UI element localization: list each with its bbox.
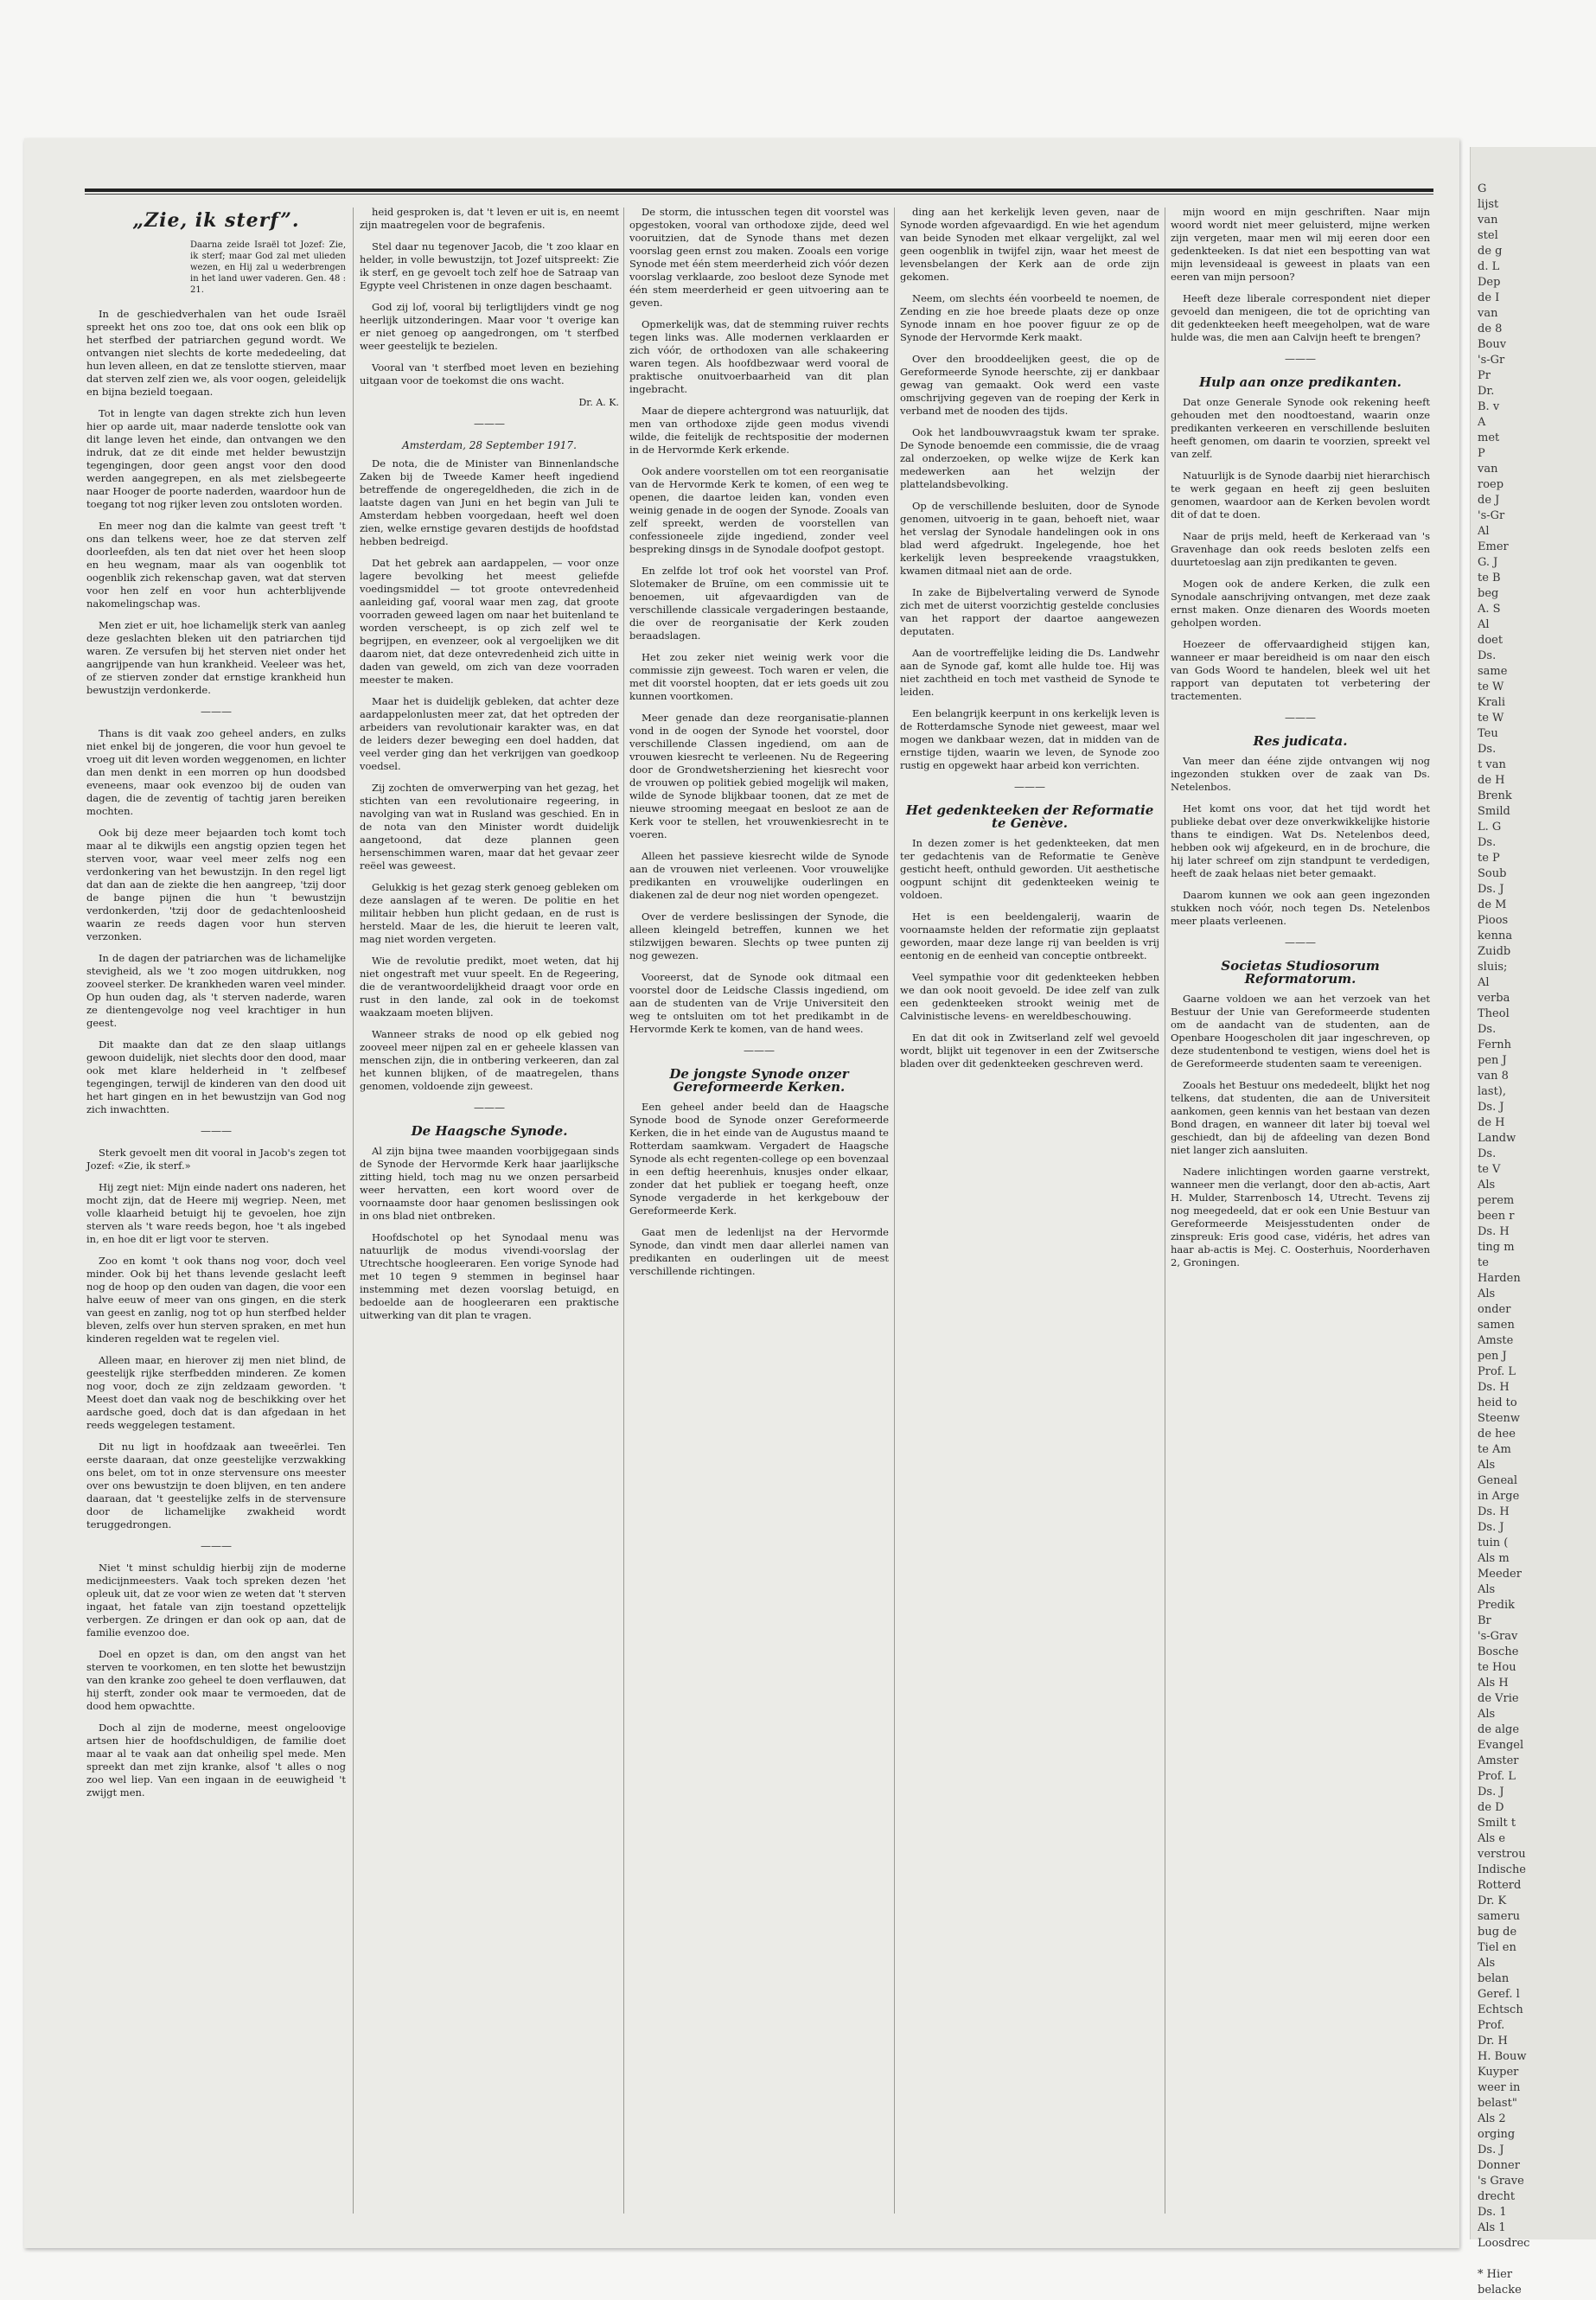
paragraph: In de dagen der patriarchen was de lichamelijke stevigheid, als we 't zoo mogen uitdrukken, nog zooveel sterker. De krankheden waren veel minder. Op hun ouden dag, als 't sterven naderde, waren ze dientengevolge nog veel krachtiger in hun geest. (86, 952, 346, 1029)
paragraph: Niet 't minst schuldig hierbij zijn de moderne medicijnmeesters. Vaak toch spreken dezen 'het opleuk uit, dat ze voor wien ze weten dat 't sterven ingaat, het fatale van zijn toestand opzettelijk verbergen. Ze dringen er dan ook op aan, dat de familie evenzoo doe. (86, 1562, 346, 1639)
column-1 (86, 206, 346, 2220)
paragraph: Naar de prijs meld, heeft de Kerkeraad van 's Gravenhage dan ook reeds besloten zelfs een duurtetoeslag aan zijn predikanten te geven. (1171, 530, 1430, 568)
paragraph: In de geschiedverhalen van het oude Israël spreekt het ons zoo toe, dat ons ook een blik op het sterfbed der patriarchen gegund wordt. We ontvangen niet slechts de korte mededeeling, dat hun leven alleen, en dat ze tenslotte stierven, maar dat sterven zelf zien we, als voor oogen, geleidelijk en bijna bezield toegaan. (86, 308, 346, 398)
section-heading: De Haagsche Synode. (411, 1123, 568, 1139)
paragraph: Wanneer straks de nood op elk gebied nog zooveel meer nijpen zal en er geheele klassen van menschen zijn, die in ontbering verkeeren, dan zal het kunnen blijken, of de maatregelen, thans genomen, voldoende zijn geweest. (360, 1028, 619, 1092)
paragraph: God zij lof, vooral bij terligtlijders vindt ge nog heerlijk uitzonderingen. Maar voor 't overige kan er niet genoeg op aangedrongen, om 't sterfbed weer geestelijk te bezielen. (360, 301, 619, 352)
paragraph: Dit maakte dan dat ze den slaap uitlangs gewoon duidelijk, niet slechts door den dood, maar ook met klare helderheid in 't zelfbesef tegengingen, terwijl de kinderen van den dood uit het hart gingen en in het bewustzijn van God nog zich inwachtten. (86, 1038, 346, 1115)
paragraph: Over den brooddeelijken geest, die op de Gereformeerde Synode heerschte, zij er dankbaar gewag van gemaakt. Ook werd een vaste omschrijving gegeven van de roeping der Kerk in verband met de nooden des tijds. (900, 353, 1159, 417)
divider-ornament: ——— (1285, 353, 1316, 365)
section-heading: De jongste Synode onzer Gereformeerde Kerken. (669, 1066, 849, 1095)
divider-ornament: ——— (201, 706, 232, 718)
paragraph: Het zou zeker niet weinig werk voor die commissie zijn geweest. Toch waren er velen, die met dit voorstel hoopten, dat er iets goeds uit zou kunnen voortkomen. (629, 651, 889, 702)
paragraph: Thans is dit vaak zoo geheel anders, en zulks niet enkel bij de jongeren, die voor hun gevoel te vroeg uit dit leven worden weggenomen, en lichter dan men denkt in een morren op hun doodsbed eveneens, maar ook evenzoo bij de ouden van dagen, die de zeventig of tachtig jaren bereiken mochten. (86, 727, 346, 817)
paragraph: Maar de diepere achtergrond was natuurlijk, dat men van orthodoxe zijde geen modus vivendi wilde, die feitelijk de rechtspositie der modernen in de Hervormde Kerk erkende. (629, 405, 889, 456)
paragraph: heid gesproken is, dat 't leven er uit is, en neemt zijn maatregelen voor de begrafenis. (360, 206, 619, 231)
paragraph: Neem, om slechts één voorbeeld te noemen, de Zending en zie hoe breede plaats deze op onze Synode innam en hoe poover figuur ze op de Synode der Hervormde Kerk maakt. (900, 292, 1159, 343)
paragraph: Hij zegt niet: Mijn einde nadert ons naderen, het mocht zijn, dat de Heere mij wegriep. Neen, met volle klaarheid betuigt hij te gevoelen, hoe zijn sterven als 't ware reeds begon, hoe 't als ingebed in, en hoe dit er ligt voor te sterven. (86, 1181, 346, 1245)
paragraph: Op de verschillende besluiten, door de Synode genomen, uitvoerig in te gaan, behoeft niet, waar het verslag der Synodale handelingen ook in ons blad werd afgedrukt. Ingelegende, hoe het kerkelijk leven bespreekende vraagstukken, kwamen ditmaal niet aan de orde. (900, 500, 1159, 577)
divider-ornament: ——— (744, 1045, 775, 1057)
paragraph: Aan de voortreffelijke leiding die Ds. Landwehr aan de Synode gaf, komt alle hulde toe. Hij was niet zachtheid en toch met vastheid de Synode te leiden. (900, 647, 1159, 698)
paragraph: Gaarne voldoen we aan het verzoek van het Bestuur der Unie van Gereformeerde studenten om de aandacht van de studenten, aan de Openbare Hoogescholen dit jaar ingeschreven, op deze studentenbond te vestigen, wiens doel het is de Gereformeerde studenten saam te vereenigen. (1171, 993, 1430, 1070)
paragraph: Het komt ons voor, dat het tijd wordt het publieke debat over deze onverkwikkelijke historie thans te eindigen. Wat Ds. Netelenbos deed, hebben ook wij afgekeurd, en in de brochure, die hij later schreef om zijn standpunt te verdedigen, heeft de zaak helaas niet beter gemaakt. (1171, 802, 1430, 879)
column-rule (353, 208, 354, 2214)
column-rule (894, 208, 895, 2214)
paragraph: En dat dit ook in Zwitserland zelf wel gevoeld wordt, blijkt uit tegenover in een der Zwitsersche bladen over dit gedenkteeken geschreven werd. (900, 1032, 1159, 1070)
paragraph: Een geheel ander beeld dan de Haagsche Synode bood de Synode onzer Gereformeerde Kerken, die in het einde van de Augustus maand te Rotterdam saamkwam. Vergadert de Haagsche Synode als echt regenten-college op een bovenzaal in een deftig heerenhuis, knusjes onder elkaar, zonder dat het publiek er toegang heeft, onze Synode vergaderde in het kerkgebouw der Gereformeerde Kerk. (629, 1101, 889, 1217)
paragraph: Over de verdere beslissingen der Synode, die alleen kleingeld betreffen, kunnen we het stilzwijgen bewaren. Slechts op twee punten zij nog gewezen. (629, 910, 889, 962)
paragraph: Alleen het passieve kiesrecht wilde de Synode aan de vrouwen niet verleenen. Voor vrouwelijke predikanten en vrouwelijke ouderlingen en diakenen zal de deur nog niet worden opengezet. (629, 850, 889, 901)
paragraph: ding aan het kerkelijk leven geven, naar de Synode worden afgevaardigd. En wie het agendum van beide Synoden met elkaar vergelijkt, zal wel geen oogenblik in twijfel zijn, waar het meest de levensbelangen der Kerk aan de orde zijn gekomen. (900, 206, 1159, 283)
paragraph: Men ziet er uit, hoe lichamelijk sterk van aanleg deze geslachten bleken uit den patriarchen tijd waren. Ze versufen bij het sterven niet onder het aangrijpende van hun krankheid. Veeleer was het, of ze stierven zonder dat ernstige krankheid hun bewustzijn verdonkerde. (86, 619, 346, 696)
paragraph: Heeft deze liberale correspondent niet dieper gevoeld dan menigeen, die tot de oprichting van dit gedenkteeken heeft meegeholpen, wat de ware hulde was, die men aan Calvijn heeft te brengen? (1171, 292, 1430, 343)
paragraph: Gelukkig is het gezag sterk genoeg gebleken om deze aanslagen af te weren. De politie en het militair hebben hun plicht gedaan, en de rust is hersteld. Maar de les, die hieruit te leeren valt, mag niet worden vergeten. (360, 881, 619, 945)
paragraph: Doch al zijn de moderne, meest ongeloovige artsen hier de hoofdschuldigen, de familie doet maar al te vaak aan dat onheilig spel mede. Men spreekt dan met zijn kranke, alsof 't alles o nog zoo wel liep. Van een ingaan in de eeuwigheid 't zwijgt men. (86, 1722, 346, 1798)
paragraph: En meer nog dan die kalmte van geest treft 't ons dan telkens weer, hoe ze dat sterven zelf doorleefden, als ten dat niet over het heen sloop en heu wegnam, maar als van oogenblik tot oogenblik zich rekenschap gaven, wat dat sterven voor hen zelf en voor hun achterblijvende nakomelingschap was. (86, 520, 346, 610)
paragraph: Tot in lengte van dagen strekte zich hun leven hier op aarde uit, maar naderde tenslotte ook van dit lange leven het einde, dan ontvangen we den indruk, dat ze dit einde met helder bewustzijn tegengingen, door geen angst voor den dood werden aangegrepen, en als met zielsbegeerte naar Hooger de poorte naderden, waardoor hun de toegang tot nog rijker leven zou ontsloten worden. (86, 407, 346, 510)
paragraph: Hoofdschotel op het Synodaal menu was natuurlijk de modus vivendi-voorslag der Utrechtsche hoogleeraren. Een vorige Synode had met 10 tegen 9 stemmen in beginsel haar instemming met dezen voorslag betuigd, en bedoelde aan de hoogleeraren een praktische uitwerking van dit plan te vragen. (360, 1231, 619, 1321)
divider-ornament: ——— (474, 1102, 505, 1114)
paragraph: Zij zochten de omverwerping van het gezag, het stichten van een revolutionaire regeering, in navolging van wat in Rusland was geschied. En in de nota van den Minister wordt duidelijk aangetoond, dat deze plannen geen hersenschimmen waren, maar dat het gevaar zeer reëel was geweest. (360, 782, 619, 872)
divider-ornament: ——— (1285, 936, 1316, 949)
paragraph: Doel en opzet is dan, om den angst van het sterven te voorkomen, en ten slotte het bewustzijn van den kranke zoo geheel te doen verflauwen, dat hij sterft, zonder ook maar te vermoeden, dat de dood hem opwachtte. (86, 1648, 346, 1712)
divider-ornament: ——— (201, 1125, 232, 1137)
paragraph: Wie de revolutie predikt, moet weten, dat hij niet ongestraft met vuur speelt. En de Regeering, die de verantwoordelijkheid draagt voor orde en rust in den lande, zal ook in de toekomst waakzaam moeten blijven. (360, 955, 619, 1019)
adjacent-page-text: G lijst van stel de g d. L Dep de I van de 8 Bouv 's-Gr Pr Dr. B. v A met P van roep de J 's-Gr Al Emer G. J te B beg A. S Al doet Ds. same te W Krali te W Teu Ds. t van de H Brenk Smild L. G Ds. te P Soub Ds. J de M Pioos kenna Zuidb sluis; Al verba Theol Ds. Fernh pen J van 8 last), Ds. J de H Landw Ds. te V Als perem been r Ds. H ting m te Harden Als onder samen Amste pen J Prof. L Ds. H heid to Steenw de hee te Am Als Geneal in Arge Ds. H Ds. J tuin ( Als m Meeder Als Predik Br 's-Grav Bosche te Hou Als H de Vrie Als de alge Evangel Amster Prof. L Ds. J de D Smilt t Als e verstrou Indische Rotterd Dr. K sameru bug de Tiel en Als belan Geref. l Echtsch Prof. Dr. H H. Bouw Kuyper weer in belast" Als 2 orging Ds. J Donner 's Grave drecht Ds. 1 Als 1 Loosdrec * Hier belacke (1478, 182, 1530, 2297)
paragraph: mijn woord en mijn geschriften. Naar mijn woord wordt niet meer geluisterd, mijne werken zijn vergeten, maar men wil mij eeren door een gedenkteeken. Is dat niet een bespotting van wat mijn levensideaal is geweest in plaats van een eeren van mijn persoon? (1171, 206, 1430, 283)
divider-ornament: ——— (474, 418, 505, 430)
paragraph: Van meer dan ééne zijde ontvangen wij nog ingezonden stukken over de zaak van Ds. Netelenbos. (1171, 755, 1430, 793)
paragraph: De storm, die intusschen tegen dit voorstel was opgestoken, vooral van orthodoxe zijde, deed wel vooruitzien, dat de Synode thans met dezen voorslag geen ernst zou maken. Zooals een vorige Synode met één stem meerderheid zich vóór dezen voorslag verklaarde, zoo besloot deze Synode met één stem meerderheid er geen uitvoering aan te geven. (629, 206, 889, 309)
newspaper-page (24, 138, 1459, 2248)
paragraph: In dezen zomer is het gedenkteeken, dat men ter gedachtenis van de Reformatie te Genève gesticht heeft, onthuld geworden. Uit aesthetische oogpunt schijnt dit gedenkteeken weinig te voldoen. (900, 837, 1159, 901)
paragraph: Dat het gebrek aan aardappelen, — voor onze lagere bevolking het meest geliefde voedingsmiddel — tot groote ontevredenheid aanleiding gaf, vooral waar men zag, dat groote voorraden geweed lagen om naar het buitenland te worden verscheept, is op zich zelf wel te begrijpen, en evenzeer, ook al vergoelijken we dit daarom niet, dat deze ontevredenheid zich uitte in daden van geweld, om zich van deze voorraden meester te maken. (360, 557, 619, 686)
paragraph: Ook andere voorstellen om tot een reorganisatie van de Hervormde Kerk te komen, of een weg te openen, die daartoe leiden kan, vonden even weinig genade in de oogen der Synode. Zooals van zelf spreekt, werden de voorstellen van confessioneele zijde ingediend, zonder veel bespreking dinsgs in de Synodale doofpot gestopt. (629, 465, 889, 555)
paragraph: Hoezeer de offervaardigheid stijgen kan, wanneer er maar bereidheid is om naar den eisch van Gods Woord te handelen, bleek wel uit het rapport van deputaten tot verbetering der tractementen. (1171, 638, 1430, 702)
top-rule-thin (85, 194, 1433, 195)
paragraph: Gaat men de ledenlijst na der Hervormde Synode, dan vindt men daar allerlei namen van predikanten en ouderlingen uit de meest verschillende richtingen. (629, 1226, 889, 1277)
paragraph: Dit nu ligt in hoofdzaak aan tweeërlei. Ten eerste daaraan, dat onze geestelijke verzwakking ons belet, om tot in onze stervensure ons meester over ons bewustzijn te doen blijven, en ten andere daaraan, dat 't geestelijke zelfs in de stervensure door de lichamelijke zwakheid wordt teruggedrongen. (86, 1441, 346, 1530)
paragraph: Nadere inlichtingen worden gaarne verstrekt, wanneer men die verlangt, door den ab-actis, Aart H. Mulder, Starrenbosch 14, Utrecht. Tevens zij nog meegedeeld, dat er ook een Unie Bestuur van Gereformeerde Meisjesstudenten onder de zinspreuk: Eris good case, vidéris, het adres van haar ab-actis is Mej. C. Oosterhuis, Noorderhaven 2, Groningen. (1171, 1166, 1430, 1268)
paragraph: Ook het landbouwvraagstuk kwam ter sprake. De Synode benoemde een commissie, die de vraag zal onderzoeken, op welke wijze de Kerk kan medewerken aan het welzijn der plattelandsbevolking. (900, 426, 1159, 490)
divider-ornament: ——— (201, 1540, 232, 1552)
paragraph: Maar het is duidelijk gebleken, dat achter deze aardappelonlusten meer zat, dat het optreden der arbeiders van revolutionair karakter was, en dat de leiders dezer beweging een doel hadden, dat veel verder ging dan het verkrijgen van goedkoop voedsel. (360, 695, 619, 772)
paragraph: Vooral van 't sterfbed moet leven en beziehing uitgaan voor de toekomst die ons wacht. (360, 361, 619, 387)
paragraph: Natuurlijk is de Synode daarbij niet hierarchisch te werk gegaan en heeft zij geen besluiten genomen, waardoor aan de Kerken bevolen wordt dit of dat te doen. (1171, 470, 1430, 521)
paragraph: Mogen ook de andere Kerken, die zulk een Synodale aanschrijving ontvangen, met deze zaak ernst maken. Onze dienaren des Woords moeten geholpen worden. (1171, 578, 1430, 629)
section-heading: Res judicata. (1253, 733, 1348, 749)
top-rule (85, 188, 1433, 192)
paragraph: Opmerkelijk was, dat de stemming ruiver rechts tegen links was. Alle modernen verklaarden er zich vóór, de orthodoxen van alle schakeering waren tegen. Als hoofdbezwaar werd vooral de praktische onuitvoerbaarheid van dit plan ingebracht. (629, 318, 889, 395)
paragraph: Dat onze Generale Synode ook rekening heeft gehouden met den noodtoestand, waarin onze predikanten verkeeren en verschillende besluiten heeft genomen, om daarin te voorzien, spreekt vel van zelf. (1171, 396, 1430, 460)
column-5 (1171, 206, 1430, 2220)
paragraph: Veel sympathie voor dit gedenkteeken hebben we dan ook nooit gevoeld. De idee zelf van zulk een gedenkteeken strookt weinig met de Calvinistische levens- en wereldbeschouwing. (900, 971, 1159, 1022)
paragraph: In zake de Bijbelvertaling verwerd de Synode zich met de uiterst voorzichtig gestelde conclusies van het rapport der daartoe aangewezen deputaten. (900, 586, 1159, 637)
paragraph: Zooals het Bestuur ons mededeelt, blijkt het nog telkens, dat studenten, die aan de Universiteit aankomen, geen kennis van het bestaan van dezen Bond dragen, en wanneer dit later bij toeval wel geschiedt, dan bij de afdeeling van dezen Bond niet langer zich aansluiten. (1171, 1079, 1430, 1156)
column-3 (629, 206, 889, 2220)
paragraph: Vooreerst, dat de Synode ook ditmaal een voorstel door de Leidsche Classis ingediend, om aan de studenten van de Vrije Universiteit den weg te ontsluiten om tot het predikambt in de Hervormde Kerk te komen, van de hand wees. (629, 971, 889, 1035)
column-2 (360, 206, 619, 2220)
paragraph: De nota, die de Minister van Binnenlandsche Zaken bij de Tweede Kamer heeft ingediend betreffende de ongeregeldheden, die zich in de laatste dagen van Juni en het begin van Juli te Amsterdam hebben voorgedaan, heeft wel doen zien, welke ernstige gevaren destijds de hoofdstad hebben bedreigd. (360, 457, 619, 547)
column-rule (623, 208, 624, 2214)
article-title: „Zie, ik sterf”. (132, 209, 300, 232)
paragraph: Meer genade dan deze reorganisatie-plannen vond in de oogen der Synode het voorstel, door verschillende Classen ingediend, om aan de vrouwen kiesrecht te verleenen. Nu de Regeering door de Grondwetsherziening het kiesrecht voor de vrouwen op politiek gebied mogelijk wil maken, wilde de Synode blijkbaar toonen, dat ze met de nieuwe strooming meegaat en besloot ze aan de Kerk voor te stellen, het vrouwenkiesrecht in te voeren. (629, 712, 889, 840)
column-4 (900, 206, 1159, 2220)
adjacent-page-edge (1470, 147, 1596, 2297)
dateline: Amsterdam, 28 September 1917. (402, 439, 577, 451)
paragraph: Al zijn bijna twee maanden voorbijgegaan sinds de Synode der Hervormde Kerk haar jaarlijksche zitting hield, toch mag nu we onzen persarbeid weer hervatten, een kort woord over de voornaamste door haar genomen beslissingen ook in ons blad niet ontbreken. (360, 1145, 619, 1222)
motto: Daarna zeide Israël tot Jozef: Zie, ik sterf; maar God zal met ulieden wezen, en Hij zal u wederbrengen in het land uwer vaderen. Gen. 48 : 21. (190, 240, 346, 295)
paragraph: Een belangrijk keerpunt in ons kerkelijk leven is de Rotterdamsche Synode niet geweest, maar wel mogen we dankbaar wezen, dat in midden van de ernstige tijden, waarin we leven, de Synode zoo rustig en opgewekt haar arbeid kon verrichten. (900, 707, 1159, 771)
paragraph: Ook bij deze meer bejaarden toch komt toch maar al te dikwijls een angstig opzien tegen het sterven voor, waar veel meer zelfs nog een verdonkering van het bewustzijn. In den regel ligt dat dan aan de ziekte die hen aangreep, 'tzij door de bange pijnen die hun 't bewustzijn verdonkerden, 'tzij door de gedachtenloosheid waarin ze reeds dagen voor hun sterven verzonken. (86, 827, 346, 942)
section-heading: Het gedenkteeken der Reformatie te Genève. (905, 802, 1154, 831)
signature: Dr. A. K. (578, 397, 619, 408)
paragraph: En zelfde lot trof ook het voorstel van Prof. Slotemaker de Bruïne, om een commissie uit te benoemen, uit afgevaardigden van de verschillende classicale vergaderingen bestaande, die over de reorganisatie der Kerk zouden beraadslagen. (629, 565, 889, 642)
paragraph: Het is een beeldengalerij, waarin de voornaamste helden der reformatie zijn geplaatst geworden, maar deze lange rij van beelden is vrij eentonig en de eenheid van conceptie ontbreekt. (900, 910, 1159, 962)
divider-ornament: ——— (1285, 712, 1316, 724)
section-heading: Societas Studiosorum Reformatorum. (1221, 958, 1380, 987)
paragraph: Zoo en komt 't ook thans nog voor, doch veel minder. Ook bij het thans levende geslacht leeft nog de hoop op den ouden van dagen, die voor een halve eeuw of meer van ons gingen, en die sterk van geest en zanlig, nog tot op hun sterfbed helder bleven, zelfs over hun sterven spraken, en met hun kinderen regelden wat te regelen viel. (86, 1255, 346, 1345)
divider-ornament: ——— (1014, 781, 1045, 793)
section-heading: Hulp aan onze predikanten. (1199, 374, 1401, 390)
paragraph: Alleen maar, en hierover zij men niet blind, de geestelijk rijke sterfbedden minderen. Ze komen nog voor, doch ze zijn zeldzaam geworden. 't Meest doet dan vaak nog de beschikking over het aardsche goed, doch dat is dan afgedaan in het reeds weggelegen testament. (86, 1354, 346, 1431)
paragraph: Stel daar nu tegenover Jacob, die 't zoo klaar en helder, in volle bewustzijn, tot Jozef uitspreekt: Zie ik sterf, en ge gevoelt toch zelf hoe de Satraap van Egypte veel Christenen in onze dagen beschaamt. (360, 240, 619, 291)
paragraph: Sterk gevoelt men dit vooral in Jacob's zegen tot Jozef: «Zie, ik sterf.» (86, 1147, 346, 1172)
paragraph: Daarom kunnen we ook aan geen ingezonden stukken noch vóór, noch tegen Ds. Netelenbos meer plaats verleenen. (1171, 889, 1430, 927)
